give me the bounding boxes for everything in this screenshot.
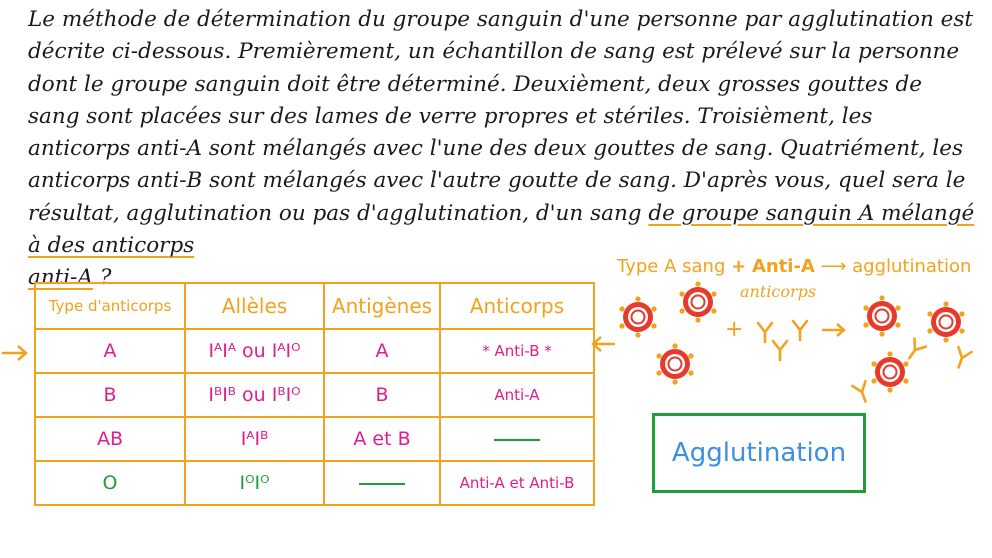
table-row [35, 373, 594, 417]
cell-alleles: IᴮIᴮ ou IᴮIᴼ [185, 373, 324, 417]
table-row [35, 461, 594, 505]
cell-antigenes: A et B [324, 417, 440, 461]
cell-type: O [35, 461, 185, 505]
cell-alleles: IᴬIᴬ ou IᴬIᴼ [185, 329, 324, 373]
cell-type: A [35, 329, 185, 373]
agglutination-diagram [600, 272, 990, 412]
antibody-icon [793, 321, 807, 340]
cell-type: B [35, 373, 185, 417]
dash-icon [494, 439, 540, 441]
question-end: ? [92, 265, 112, 291]
antibody-icon [952, 347, 972, 370]
red-cell-icon [863, 295, 900, 336]
red-cell-icon [927, 301, 964, 342]
table-header-row [35, 283, 594, 329]
header-type: Type d'anticorps [35, 283, 185, 329]
cell-antigenes-empty [324, 461, 440, 505]
question-underlined-1: de groupe sanguin A mélangé à des anticorps [28, 200, 975, 259]
diagram-arrow: ⟶ [820, 256, 847, 277]
question-body: Le méthode de détermination du groupe sanguin d'une personne par agglutination est décrite ci-dessous. Premièrement, un échantillon de sang est prélevé sur la personne dont le groupe sanguin doit être déterminé. Deuxièment, deux grosses gouttes de sang sont placées sur des lames de verre propres et stériles. Troisièment, les anticorps anti-A sont mélangés avec l'une des deux gouttes de sang. Quatriément, les anticorps anti-B sont mélangés avec l'autre goutte de sang. D'après vous, quel sera le résultat, agglutination ou pas d'agglutination, d'un sang [28, 7, 974, 226]
red-cell-icon [679, 281, 716, 322]
cell-antigenes: A [324, 329, 440, 373]
diagram-plus-2: + [725, 317, 744, 342]
result-text: Agglutination [671, 438, 847, 468]
table-row [35, 329, 594, 373]
cell-anticorps: Anti-A [440, 373, 594, 417]
cell-alleles: IᴼIᴼ [185, 461, 324, 505]
red-cell-icon [656, 343, 693, 384]
header-anticorps: Anticorps [440, 283, 594, 329]
row-a-arrow-icon [0, 343, 30, 363]
diagram-plus: + [731, 256, 747, 277]
diagram-agglutination: agglutination [852, 256, 972, 277]
cell-anticorps: * Anti-B * [440, 329, 594, 373]
cell-type: AB [35, 417, 185, 461]
antibody-icon [904, 339, 926, 363]
antibody-icon [852, 381, 872, 404]
question-underlined-2: anti-A [28, 265, 93, 291]
diagram-anticorps-label: anticorps [740, 282, 817, 301]
result-box [652, 413, 866, 493]
header-alleles: Allèles [185, 283, 324, 329]
header-antigenes: Antigènes [324, 283, 440, 329]
table-row [35, 417, 594, 461]
antibody-icon [758, 323, 772, 342]
cell-anticorps: Anti-A et Anti-B [440, 461, 594, 505]
diagram-type-a: Type A [617, 256, 677, 277]
blood-group-table [34, 282, 595, 506]
mix-arrow-icon [822, 324, 844, 336]
cell-antigenes: B [324, 373, 440, 417]
question-text [28, 4, 978, 295]
antibody-icon [773, 341, 787, 360]
diagram-anti-a: Anti-A [751, 256, 815, 277]
diagram-sang: sang [682, 256, 726, 277]
red-cell-icon [619, 296, 656, 337]
cell-anticorps-empty [440, 417, 594, 461]
red-cell-icon [871, 351, 908, 392]
dash-icon [359, 483, 405, 485]
cell-alleles: IᴬIᴮ [185, 417, 324, 461]
